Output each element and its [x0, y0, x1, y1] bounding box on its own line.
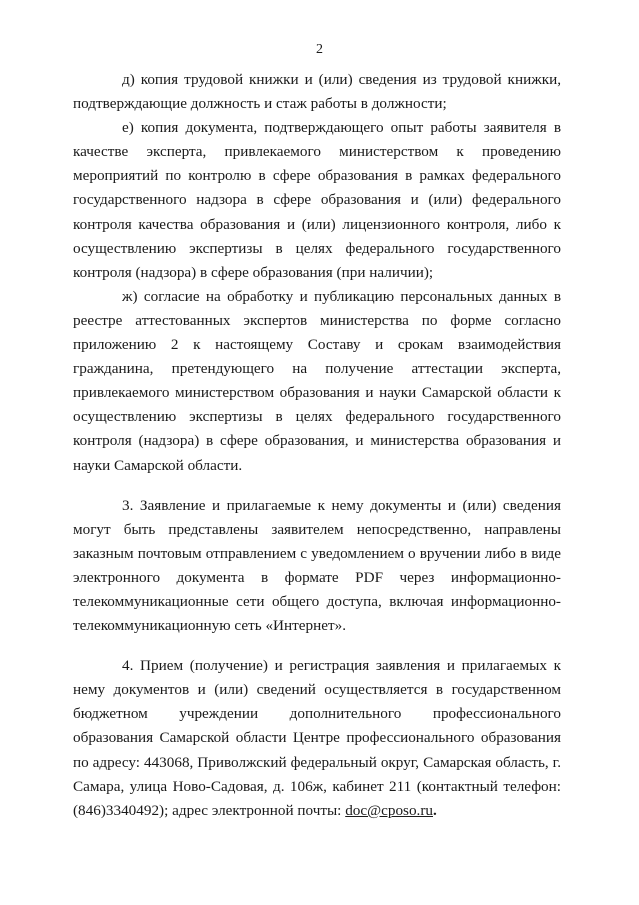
document-body — [73, 68, 561, 823]
paragraph-4 — [73, 654, 561, 823]
paragraph-e: е) копия документа, подтверждающего опыт работы заявителя в качестве эксперта, привлекаемого министерством к проведению мероприятий по контролю в сфере образования в рамках федерального государственного надзора в сфере образования и (или) федерального контроля качества образования и (или) лицензионного контроля, либо к осуществлению экспертизы в целях федерального государственного контроля (надзора) в сфере образования (при наличии); — [73, 119, 561, 281]
paragraph-4-text: 4. Прием (получение) и регистрация заявления и прилагаемых к нему документов и (или) сведений осуществляется в государственном бюджетном учреждении дополнительного профессионального образования Самарской области Центре профессионального образования по адресу: 443068, Приволжский федеральный округ, Самарская область, г. Самара, улица Ново-Садовая, д. 106ж, кабинет 211 (контактный телефон: (846)3340492); адрес электронной почты: — [73, 657, 561, 819]
paragraph-zh: ж) согласие на обработку и публикацию персональных данных в реестре аттестованных экспертов министерства по форме согласно приложению 2 к настоящему Составу и срокам взаимодействия гражданина, претендующего на получение аттестации эксперта, привлекаемого министерством образования и науки Самарской области к осуществлению экспертизы в целях федерального государственного контроля (надзора) в сфере образования, и министерства образования и науки Самарской области. — [73, 287, 561, 474]
paragraph-3: 3. Заявление и прилагаемые к нему документы и (или) сведения могут быть представлены заявителем непосредственно, направлены заказным почтовым отправлением с уведомлением о вручении либо в виде электронного документа в формате PDF через информационно-телекоммуникационные сети общего доступа, включая информационно-телекоммуникационную сеть «Интернет». — [73, 496, 561, 635]
paragraph-4-end: . — [433, 801, 437, 819]
page-number: 2 — [316, 42, 323, 57]
paragraph-d: д) копия трудовой книжки и (или) сведения из трудовой книжки, подтверждающие должность и стаж работы в должности; — [73, 71, 561, 113]
email-link[interactable]: doc@cposo.ru — [345, 801, 433, 819]
